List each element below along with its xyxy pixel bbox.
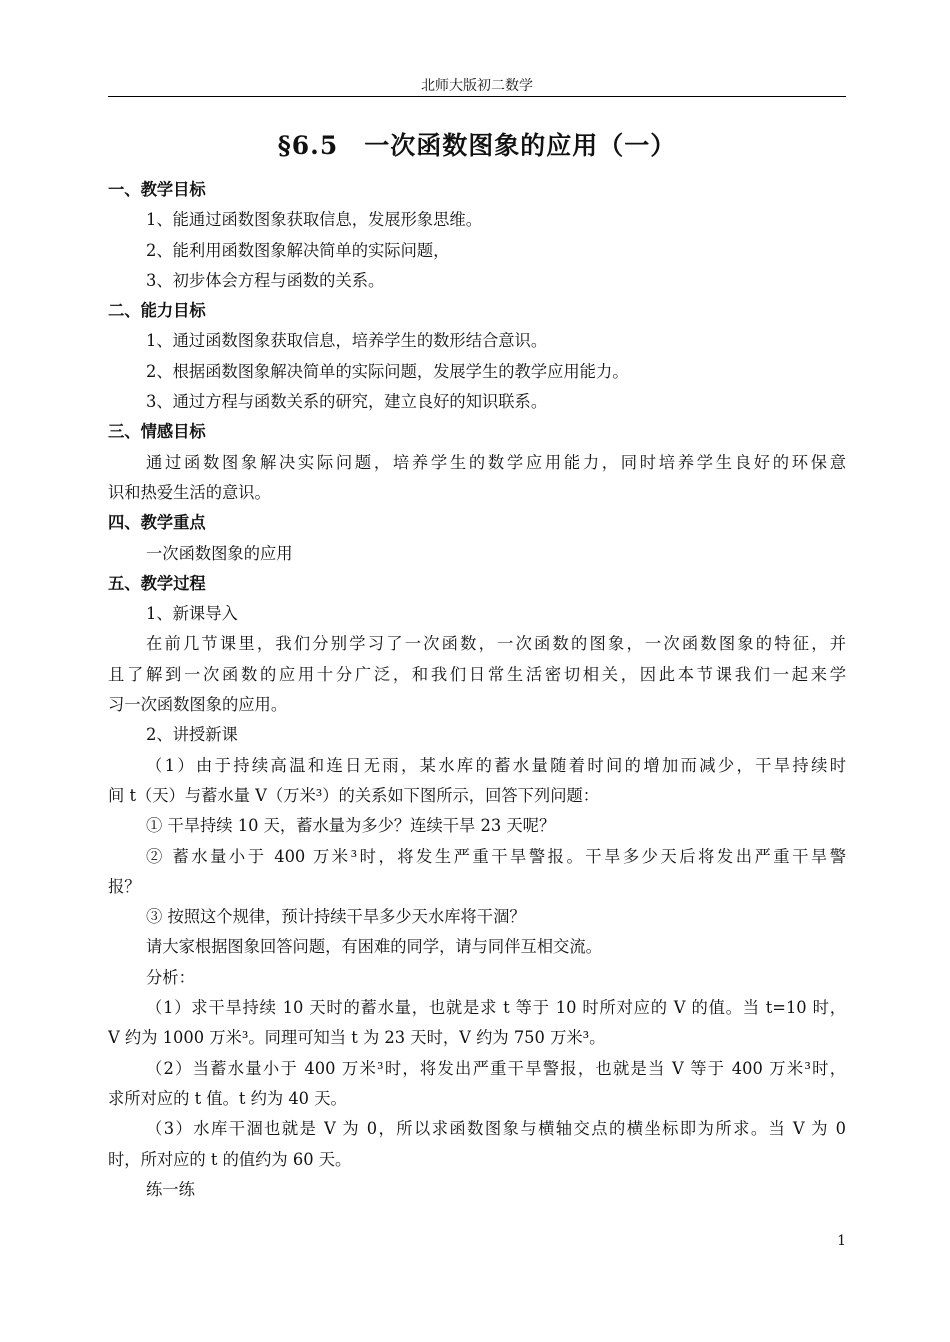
text-line: （3）水库干涸也就是 V 为 0，所以求函数图象与横轴交点的横坐标即为所求。当 V 为 0	[146, 1119, 846, 1139]
text-line: 且了解到一次函数的应用十分广泛，和我们日常生活密切相关，因此本节课我们一起来学	[108, 664, 846, 684]
text-line: 2、能利用函数图象解决简单的实际问题，	[146, 240, 450, 260]
text-line: 3、通过方程与函数关系的研究，建立良好的知识联系。	[146, 392, 548, 412]
text-line: （1）求干旱持续 10 天时的蓄水量，也就是求 t 等于 10 时所对应的 V 的值。当 t=10 时，	[146, 998, 846, 1018]
text-line: ② 蓄水量小于 400 万米³时，将发生严重干旱警报。干旱多少天后将发出严重干旱警	[146, 846, 846, 866]
text-line: （1）由于持续高温和连日无雨，某水库的蓄水量随着时间的增加而减少，干旱持续时	[146, 755, 846, 775]
text-line: 分析：	[146, 967, 195, 987]
text-line: 求所对应的 t 值。t 约为 40 天。	[108, 1088, 347, 1108]
text-line: 一次函数图象的应用	[146, 543, 293, 563]
text-line: 识和热爱生活的意识。	[108, 482, 271, 502]
document-body	[108, 175, 846, 1205]
text-line: 间 t（天）与蓄水量 V（万米³）的关系如下图所示，回答下列问题：	[108, 785, 600, 805]
text-line: ③ 按照这个规律，预计持续干旱多少天水库将干涸？	[146, 907, 526, 927]
text-line: 2、根据函数图象解决简单的实际问题，发展学生的教学应用能力。	[146, 361, 629, 381]
page-number: 1	[837, 1233, 846, 1249]
section-heading: 二、能力目标	[108, 301, 206, 321]
header-rule	[108, 96, 846, 97]
text-line: 时，所对应的 t 的值约为 60 天。	[108, 1149, 352, 1169]
text-line: V 约为 1000 万米³。同理可知当 t 为 23 天时，V 约为 750 万米³。	[108, 1028, 606, 1048]
section-heading: 五、教学过程	[108, 573, 206, 593]
text-line: 3、初步体会方程与函数的关系。	[146, 270, 385, 290]
text-line: ① 干旱持续 10 天，蓄水量为多少？连续干旱 23 天呢？	[146, 816, 556, 836]
text-line: 1、能通过函数图象获取信息，发展形象思维。	[146, 210, 482, 230]
text-line: 习一次函数图象的应用。	[108, 695, 288, 715]
section-heading: 一、教学目标	[108, 180, 206, 199]
text-line: 1、通过函数图象获取信息，培养学生的数形结合意识。	[146, 331, 548, 351]
text-line: 通过函数图象解决实际问题，培养学生的数学应用能力，同时培养学生良好的环保意	[146, 452, 846, 472]
text-line: 请大家根据图象回答问题，有困难的同学，请与同伴互相交流。	[146, 937, 602, 957]
text-line: 在前几节课里，我们分别学习了一次函数，一次函数的图象，一次函数图象的特征，并	[146, 634, 846, 654]
text-line: 练一练	[146, 1179, 195, 1199]
text-line: 报？	[108, 876, 141, 896]
section-heading: 四、教学重点	[108, 513, 206, 533]
running-header: 北师大版初二数学	[421, 78, 533, 94]
document-title: §6.5 一次函数图象的应用（一）	[277, 131, 677, 160]
text-line: 2、讲授新课	[146, 725, 238, 745]
section-heading: 三、情感目标	[108, 422, 206, 442]
text-line: （2）当蓄水量小于 400 万米³时，将发出严重干旱警报，也就是当 V 等于 400 万米³时，	[146, 1058, 846, 1078]
text-line: 1、新课导入	[146, 604, 238, 624]
